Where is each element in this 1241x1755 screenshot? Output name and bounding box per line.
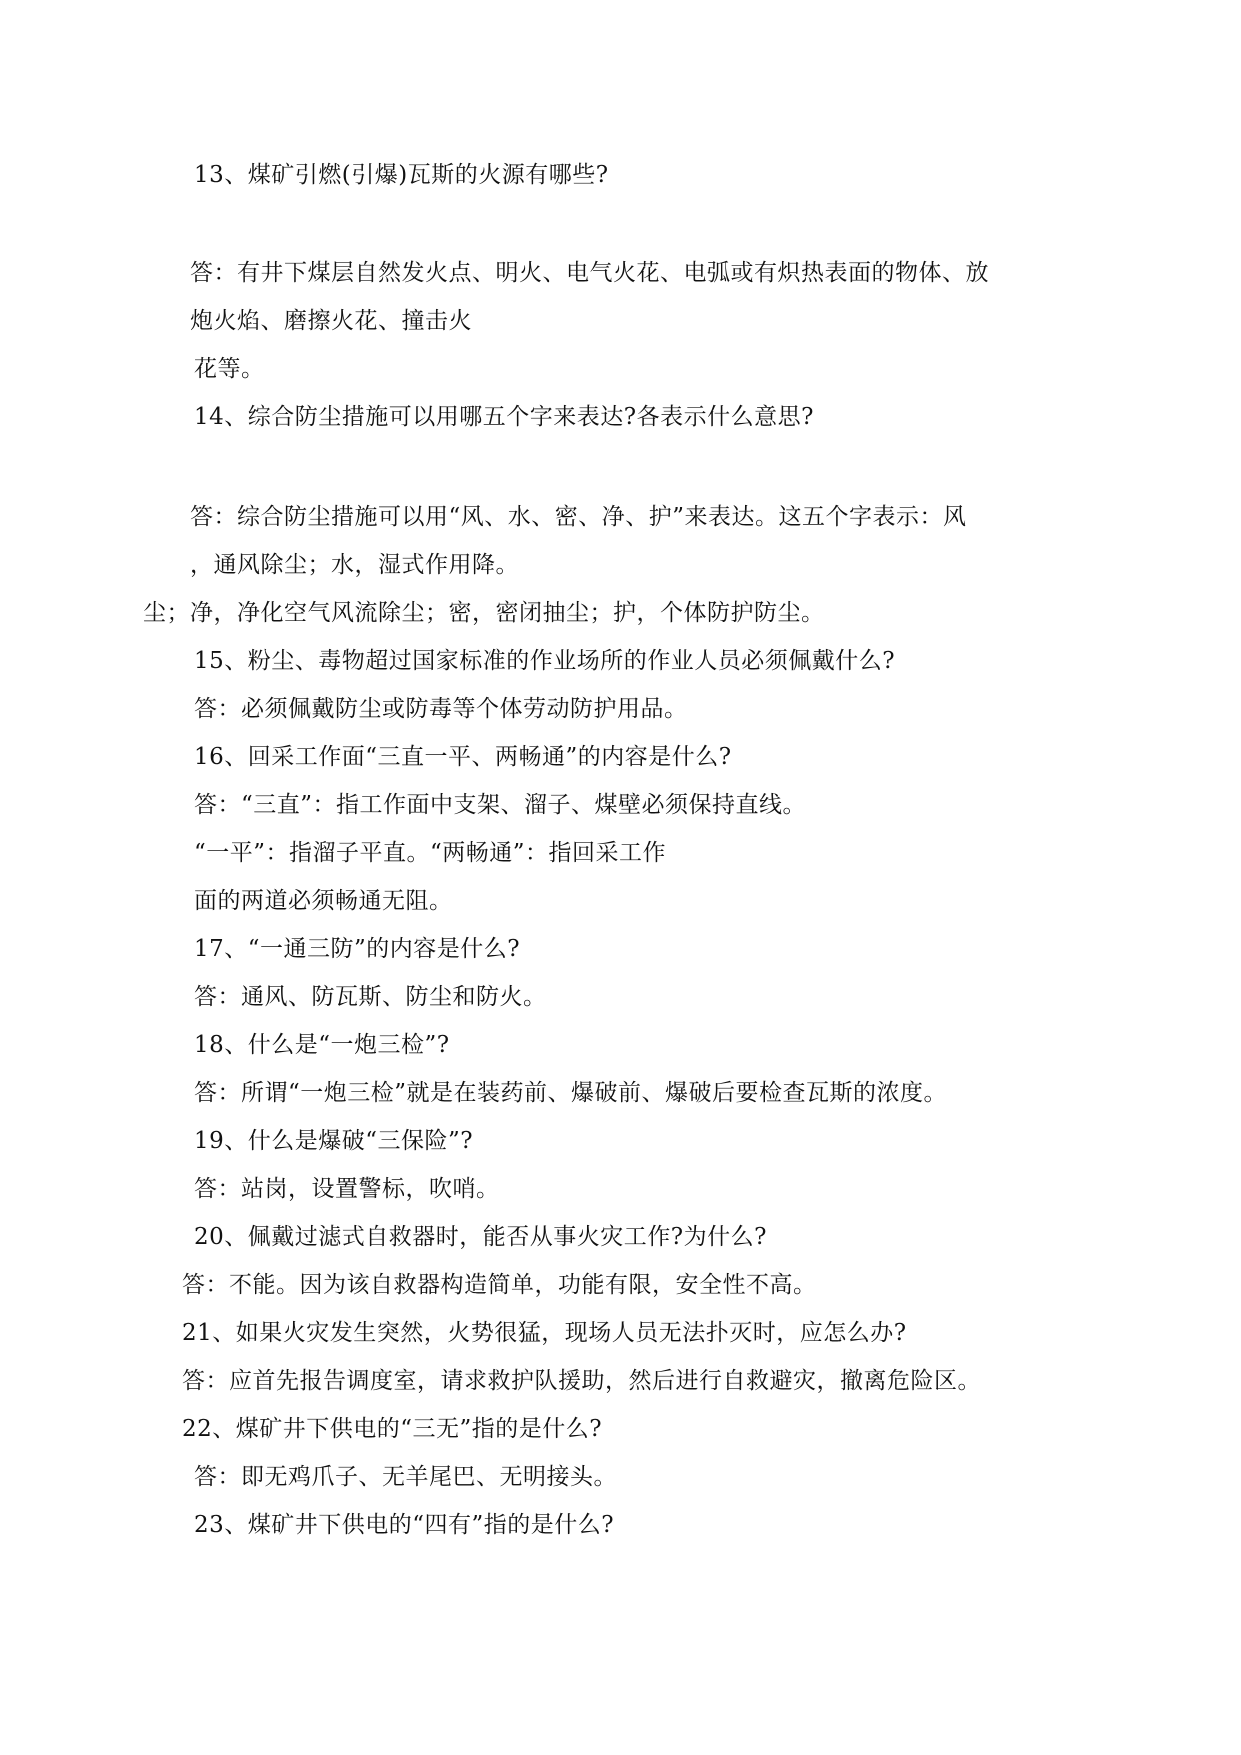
answer-16-line-2: “一平”：指溜子平直。“两畅通”：指回采工作 [194, 840, 667, 866]
answer-16-line-3: 面的两道必须畅通无阻。 [194, 888, 453, 914]
answer-19: 答：站岗，设置警标，吹哨。 [194, 1176, 500, 1202]
question-16: 16、回采工作面“三直一平、两畅通”的内容是什么? [194, 744, 732, 770]
answer-13-line-3: 花等。 [194, 356, 265, 382]
question-13: 13、煤矿引燃(引爆)瓦斯的火源有哪些? [194, 162, 609, 188]
question-19: 19、什么是爆破“三保险”? [194, 1128, 474, 1154]
question-20: 20、佩戴过滤式自救器时，能否从事火灾工作?为什么? [194, 1224, 767, 1250]
answer-13-line-2: 炮火焰、磨擦火花、撞击火 [190, 308, 472, 334]
answer-22: 答：即无鸡爪子、无羊尾巴、无明接头。 [194, 1464, 617, 1490]
question-17: 17、“一通三防”的内容是什么? [194, 936, 521, 962]
answer-18: 答：所谓“一炮三检”就是在装药前、爆破前、爆破后要检查瓦斯的浓度。 [194, 1080, 948, 1106]
question-22: 22、煤矿井下供电的“三无”指的是什么? [182, 1416, 603, 1442]
answer-14-line-3: 尘；净，净化空气风流除尘；密，密闭抽尘；护，个体防护防尘。 [143, 600, 825, 626]
answer-14-line-2: ，通风除尘；水，湿式作用降。 [190, 552, 519, 578]
question-23: 23、煤矿井下供电的“四有”指的是什么? [194, 1512, 615, 1538]
answer-15: 答：必须佩戴防尘或防毒等个体劳动防护用品。 [194, 696, 688, 722]
answer-16-line-1: 答：“三直”：指工作面中支架、溜子、煤壁必须保持直线。 [194, 792, 807, 818]
question-15: 15、粉尘、毒物超过国家标准的作业场所的作业人员必须佩戴什么? [194, 648, 896, 674]
question-21: 21、如果火灾发生突然，火势很猛，现场人员无法扑灭时，应怎么办? [182, 1320, 907, 1346]
question-14: 14、综合防尘措施可以用哪五个字来表达?各表示什么意思? [194, 404, 814, 430]
question-18: 18、什么是“一炮三检”? [194, 1032, 450, 1058]
answer-13-line-1: 答：有井下煤层自然发火点、明火、电气火花、电弧或有炽热表面的物体、放 [190, 260, 989, 286]
answer-20: 答：不能。因为该自救器构造简单，功能有限，安全性不高。 [182, 1272, 817, 1298]
answer-21: 答：应首先报告调度室，请求救护队援助，然后进行自救避灾，撤离危险区。 [182, 1368, 981, 1394]
answer-14-line-1: 答：综合防尘措施可以用“风、水、密、净、护”来表达。这五个字表示：风 [190, 504, 967, 530]
answer-17: 答：通风、防瓦斯、防尘和防火。 [194, 984, 547, 1010]
